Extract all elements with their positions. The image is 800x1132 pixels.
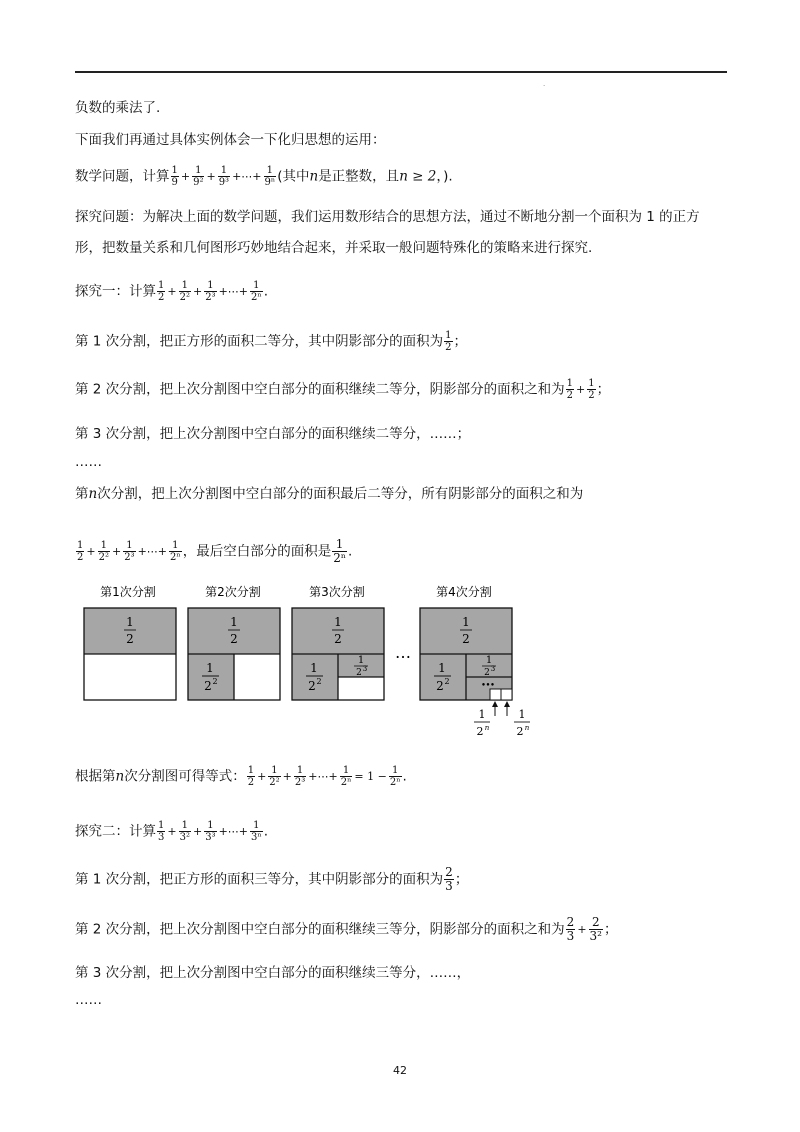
fraction <box>250 280 263 303</box>
numerator: 1 <box>247 765 255 776</box>
caption-step-4: 第4次分割 <box>436 585 492 599</box>
denominator: 2 <box>247 777 255 788</box>
exploration-two-prefix: 探究二：计算 <box>75 823 156 840</box>
label-numerator: 1 <box>462 615 470 629</box>
denominator: 2 <box>77 552 84 563</box>
exploration-one-prefix: 探究一：计算 <box>75 283 156 300</box>
equation-prefix: 根据第 <box>75 768 116 785</box>
denominator: 2² <box>269 777 280 788</box>
denominator: 2 <box>445 342 452 353</box>
exploration-one-suffix: . <box>263 283 268 300</box>
label-denominator: 2 <box>436 679 444 693</box>
header-rule <box>75 71 727 73</box>
division-figure <box>70 578 550 748</box>
numerator: 1 <box>77 540 84 551</box>
fraction <box>389 765 402 788</box>
problem-statement: 数学问题，计算 $\frac{1}{9}$ + $\frac{1}{\text{9²}}$ + $\frac{1}{\text{9³}}$ +⋯+ $\frac{1}{\text{9ⁿ}}$ (其中n是正整数，且n ≥ 2，). <box>75 165 453 188</box>
caption-step-1: 第1次分割 <box>100 585 156 599</box>
step-1-text <box>75 330 467 353</box>
step-2-suffix: ； <box>596 381 611 398</box>
fraction <box>444 866 454 893</box>
label-denominator: 2 <box>462 632 470 646</box>
numerator: 2 <box>589 916 603 930</box>
denominator: 2² <box>179 292 190 303</box>
fraction <box>179 280 191 303</box>
numerator: 1 <box>179 820 191 832</box>
caption-step-2: 第2次分割 <box>205 585 261 599</box>
numerator: 1 <box>158 280 165 291</box>
numerator: 1 <box>445 330 452 341</box>
denominator: 9ⁿ <box>264 177 276 188</box>
ellipsis-operator: +⋯+ <box>137 544 167 558</box>
denominator: 2³ <box>205 292 216 303</box>
variable-n: n <box>115 768 125 785</box>
ellipsis-operator: +⋯+ <box>218 284 248 298</box>
fraction <box>179 820 191 843</box>
step-n-pre: 第 <box>75 486 89 502</box>
fraction <box>171 165 179 188</box>
numerator: 1 <box>171 165 178 176</box>
numerator: 1 <box>250 280 263 292</box>
label-denominator: 2 <box>308 679 316 693</box>
fraction <box>76 540 84 563</box>
arrow-head <box>492 701 498 707</box>
step-n-sentence: 次分割，把上次分割图中空白部分的面积最后二等分，所有阴影部分的面积之和为 <box>97 486 584 502</box>
step-1-suffix: ； <box>453 333 468 350</box>
fraction <box>123 540 135 563</box>
fraction <box>566 916 576 943</box>
numerator: 1 <box>340 765 353 777</box>
fraction <box>332 538 347 565</box>
step-2-thirds-sentence: 第 2 次分割，把上次分割图中空白部分的面积继续三等分，阴影部分的面积之和为 <box>75 921 565 938</box>
label-exponent: n <box>524 724 530 732</box>
numerator: 1 <box>389 765 402 777</box>
step-3-text: 第 3 次分割，把上次分割图中空白部分的面积继续二等分，……； <box>75 426 471 442</box>
fraction <box>192 165 204 188</box>
label-denominator: 2 <box>204 679 212 693</box>
square-step-3 <box>292 608 384 700</box>
caption-step-3: 第3次分割 <box>309 585 365 599</box>
paragraph-2: 下面我们再通过具体实例体会一下化归思想的运用： <box>75 132 386 148</box>
denominator: 3 <box>445 879 453 893</box>
exploration-two: 探究二：计算 $\frac{1}{3}$ + $\frac{1}{\text{3²}}$ + $\frac{1}{\text{3³}}$ +⋯+ $\frac{1}{\text{3ⁿ}}$ . <box>75 820 268 843</box>
square-step-1 <box>84 608 176 700</box>
small-blank-square <box>490 689 501 700</box>
label-exponent: n <box>484 724 490 732</box>
label-numerator: 1 <box>478 708 486 721</box>
step-3-thirds-text: 第 3 次分割，把上次分割图中空白部分的面积继续三等分，……， <box>75 965 471 981</box>
fraction <box>264 165 277 188</box>
fraction <box>98 540 110 563</box>
step-1-thirds-text <box>75 866 468 893</box>
label-denominator: 2 <box>230 632 238 646</box>
fraction <box>294 765 306 788</box>
denominator: 2ⁿ <box>333 551 347 565</box>
denominator: 2 <box>566 390 574 401</box>
fraction <box>169 540 182 563</box>
numerator: 1 <box>566 378 574 389</box>
exploration-two-suffix: . <box>263 823 268 840</box>
denominator: 3 <box>566 929 575 943</box>
small-blank-square <box>501 689 512 700</box>
label-exponent: 2 <box>316 677 322 686</box>
label-exponent: 2 <box>212 677 218 686</box>
equation-mid: 次分割图可得等式： <box>124 768 246 785</box>
numerator: 2 <box>445 865 453 879</box>
numerator: 1 <box>264 165 277 177</box>
step-2-sentence: 第 2 次分割，把上次分割图中空白部分的面积继续二等分，阴影部分的面积之和为 <box>75 381 565 398</box>
problem-mid: (其中 <box>277 168 310 185</box>
denominator: 2³ <box>124 552 135 563</box>
problem-prefix: 数学问题，计算 <box>75 168 170 185</box>
variable-n: n <box>88 486 98 502</box>
numerator: 1 <box>204 280 216 292</box>
label-denominator: 2 <box>356 668 362 678</box>
ellipsis-operator: +⋯+ <box>308 769 338 783</box>
paragraph-4-line-1: 探究问题：为解决上面的数学问题，我们运用数形结合的思想方法，通过不断地分割一个面积为 1 的正方 <box>75 209 700 225</box>
arrow-head <box>504 701 510 707</box>
ellipsis-line: …… <box>75 454 102 470</box>
variable-n: n <box>309 168 319 185</box>
denominator: 3 <box>158 832 165 843</box>
numerator: 1 <box>218 165 230 177</box>
fraction <box>247 765 255 788</box>
denominator: 2ⁿ <box>170 552 181 563</box>
denominator: 2ⁿ <box>251 292 262 303</box>
square-step-4 <box>420 608 512 700</box>
denominator: 2ⁿ <box>389 777 401 788</box>
ellipsis-operator: +⋯+ <box>218 824 248 838</box>
exploration-one: 探究一：计算 $\frac{1}{2}$ + $\frac{1}{\text{2²}}$ + $\frac{1}{\text{2³}}$ +⋯+ $\frac{1}{\text{2ⁿ}}$ . <box>75 280 268 303</box>
step-1-thirds-sentence: 第 1 次分割，把正方形的面积三等分，其中阴影部分的面积为 <box>75 871 444 888</box>
fraction <box>157 280 165 303</box>
fraction <box>218 165 230 188</box>
label-denominator: 2 <box>484 668 490 678</box>
numerator: 2 <box>566 915 575 929</box>
denominator: 2³ <box>294 777 306 788</box>
equals-one-minus: = 1 − <box>354 769 387 783</box>
header-mark: · <box>543 82 546 90</box>
fraction <box>444 330 452 353</box>
label-denominator: 2 <box>126 632 134 646</box>
fraction <box>250 820 263 843</box>
denominator: 2 <box>588 390 595 401</box>
numerator: 1 <box>204 820 216 832</box>
fraction <box>268 765 280 788</box>
denominator: 2² <box>98 552 109 563</box>
label-exponent: 3 <box>362 665 368 673</box>
step-2-thirds-text: 第 2 次分割，把上次分割图中空白部分的面积继续三等分，阴影部分的面积之和为 $\frac{2}{3}$ + $\frac{2}{\text{3²}}$ ； <box>75 915 618 943</box>
problem-mid2: 是正整数，且 <box>318 168 400 185</box>
arrow-labels <box>474 701 530 738</box>
label-numerator: 1 <box>310 661 318 675</box>
denominator: 2ⁿ <box>340 777 352 788</box>
denominator: 9 <box>171 177 178 188</box>
label-denominator: 2 <box>476 725 484 738</box>
shaded-remainder <box>466 689 490 700</box>
step-1-thirds-suffix: ； <box>454 871 469 888</box>
fraction <box>589 916 603 943</box>
page-number: 42 <box>393 1064 407 1077</box>
step-2-thirds-suffix: ； <box>603 921 618 938</box>
ellipsis-line-2: …… <box>75 992 102 1008</box>
step-n-text <box>75 484 583 504</box>
label-numerator: 1 <box>357 655 365 666</box>
numerator: 1 <box>123 540 135 552</box>
label-numerator: 1 <box>206 661 214 675</box>
label-numerator: 1 <box>518 708 526 721</box>
numerator: 1 <box>192 165 204 177</box>
label-numerator: 1 <box>334 615 342 629</box>
problem-suffix: ，). <box>436 168 453 185</box>
sum-expression: $\frac{1}{2}$ + $\frac{1}{\text{2²}}$ + $\frac{1}{\text{2³}}$ +⋯+ $\frac{1}{\text{2ⁿ}}$ ，最后空白部分的面积是 $\frac{1}{\text{2ⁿ}}$ . <box>77 537 353 565</box>
numerator: 1 <box>179 280 191 292</box>
numerator: 1 <box>332 538 347 552</box>
denominator: 3³ <box>205 832 216 843</box>
label-exponent: 3 <box>490 665 496 673</box>
numerator: 1 <box>250 820 263 832</box>
paragraph-1: 负数的乘法了. <box>75 100 161 116</box>
denominator: 3² <box>589 929 602 943</box>
sum-suffix: . <box>348 543 353 560</box>
fraction <box>157 820 165 843</box>
numerator: 1 <box>158 820 165 831</box>
equation-line: 根据第n次分割图可得等式： $\frac{1}{2}$ + $\frac{1}{\text{2²}}$ + $\frac{1}{\text{2³}}$ +⋯+ $\frac{1}{\text{2ⁿ}}$ = 1 − $\frac{1}{\text{2ⁿ}}$ . <box>75 765 407 788</box>
ellipsis-operator: +⋯+ <box>232 169 262 183</box>
square-step-2 <box>188 608 280 700</box>
denominator: 9³ <box>218 177 230 188</box>
label-numerator: 1 <box>126 615 134 629</box>
label-numerator: 1 <box>485 655 493 666</box>
fraction <box>587 378 595 401</box>
numerator: 1 <box>588 378 595 389</box>
label-numerator: 1 <box>438 661 446 675</box>
paragraph-4-line-2: 形，把数量关系和几何图形巧妙地结合起来，并采取一般问题特殊化的策略来进行探究. <box>75 240 593 256</box>
step-1-sentence: 第 1 次分割，把正方形的面积二等分，其中阴影部分的面积为 <box>75 333 444 350</box>
fraction <box>204 820 216 843</box>
fraction <box>340 765 353 788</box>
numerator: 1 <box>294 765 306 777</box>
label-denominator: 2 <box>516 725 524 738</box>
numerator: 1 <box>98 540 110 552</box>
condition: n ≥ 2 <box>399 168 437 185</box>
fraction <box>566 378 574 401</box>
denominator: 3² <box>179 832 190 843</box>
numerator: 1 <box>169 540 182 552</box>
inner-dots: ••• <box>481 680 495 689</box>
fraction <box>204 280 216 303</box>
equation-suffix: . <box>402 768 407 785</box>
denominator: 3ⁿ <box>251 832 262 843</box>
figure-ellipsis: … <box>395 643 411 662</box>
step-2-text: 第 2 次分割，把上次分割图中空白部分的面积继续二等分，阴影部分的面积之和为 $\frac{1}{2}$ + $\frac{1}{2}$ ； <box>75 378 611 401</box>
sum-mid: ，最后空白部分的面积是 <box>182 543 332 560</box>
numerator: 1 <box>268 765 280 777</box>
denominator: 9² <box>193 177 204 188</box>
denominator: 2 <box>158 292 165 303</box>
label-exponent: 2 <box>444 677 450 686</box>
label-numerator: 1 <box>230 615 238 629</box>
label-denominator: 2 <box>334 632 342 646</box>
